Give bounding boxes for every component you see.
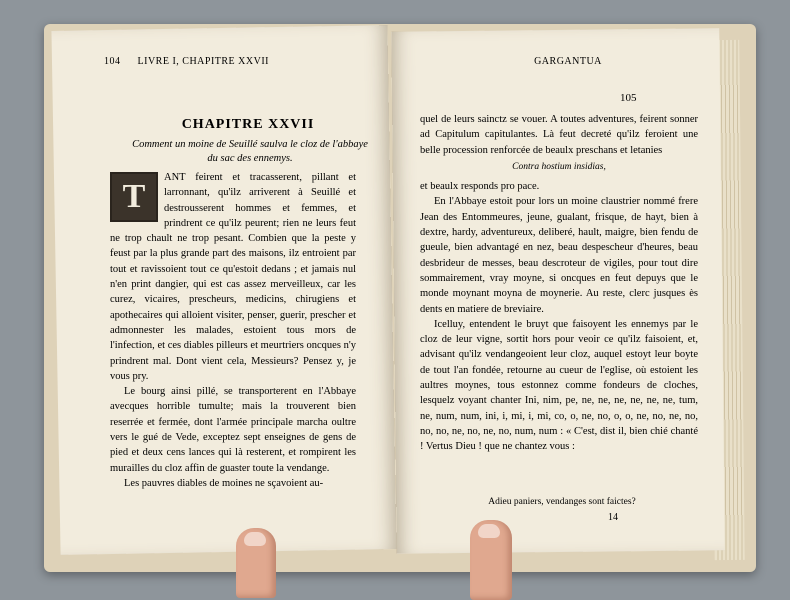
left-thumb (236, 528, 276, 598)
right-running-head: GARGANTUA (534, 56, 602, 67)
right-paragraph: Icelluy, entendent le bruyt que faisoyent les ennemys par le cloz de leur vigne, sortit hors pour veoir ce qu'ilz faisoient, et, advisant qu'ilz vendangeoient leur cloz, auquel estoyt leur boyte de tout l'an fondée, retourne au cueur de l'eglise, où estoient les aultres moynes, tous estonnez comme fondeurs de cloches, lesquelz voyant chanter Ini, nim, pe, ne, ne, ne, ne, ne, ne, tum, ne, num, num, ini, i, mi, i, mi, co, o, ne, no, o, o, ne, no, ne, no, no, no, ne, no, ne, no, num, num : « C'est, dist il, bien chié chanté ! Vertus Dieu ! que ne chantez vous : (420, 318, 698, 453)
left-text-block (110, 170, 356, 491)
signature-mark: 14 (608, 512, 618, 523)
left-page-number: 104 (104, 56, 121, 67)
chapter-title: CHAPITRE XXVII (181, 117, 315, 132)
left-paragraph: Le bourg ainsi pillé, se transporterent en l'Abbaye avecques horrible tumulte; mais la trouverent bien reserrée et fermée, dont l'armée principale marcha oultre vers le gué de Vede, exceptez sept enseignes de gens de pied et deux cens lances qui là resterent, et rompirent les murailles du cloz affin de guaster toute la vendange. (110, 386, 356, 474)
chapter-subtitle: Comment un moine de Seuillé saulva le cloz de l'abbaye du sac des ennemys. (132, 139, 368, 164)
left-paragraph: ANT feirent et tracasserent, pillant et larronnant, qu'ilz arriverent à Seuillé et destrousserent hommes et femmes, et prindrent ce qu'ilz peurent; rien ne leurs feut ne trop chault ne trop pesant. Combien que la peste y feust par la plus grande part des maisons, ilz entroient par tout et ravissoient tout ce qu'estoit dedans ; et jamais nul n'en print dangier, qui est cas assez merveilleux, car les curez, vicaires, prescheurs, medicins, chirugiens et apothecaires qui alloient visiter, penser, guerir, prescher et admonnester les malades, estoient tous mors de l'infection, et ces diables pilleurs et meurtriers oncques n'y prindrent mal. Dont vient cela, Messieurs? Pensez y, je vous pry. (110, 172, 356, 382)
left-running-head (104, 56, 324, 67)
left-paragraph: Les pauvres diables de moines ne sçavoient au- (124, 477, 324, 489)
right-page-number: 105 (620, 92, 637, 104)
right-text-block (420, 112, 698, 455)
right-paragraph: En l'Abbaye estoit pour lors un moine claustrier nommé frere Jean des Entommeures, jeune, gualant, frisque, de hayt, bien à dextre, hardy, adventureux, deliberé, hault, maigre, bien fendu de gueule, bien advantagé en nez, beau despescheur d'heures, beau desbrideur de messes, beau descroteur de vigiles, pour tout dire sommairement, vray moyne, si oncques en feut depuys que le monde moynant moyna de moynerie. Au reste, clerc jusques ès dents en matiere de breviaire. (420, 196, 698, 315)
proverb-line: Adieu paniers, vendanges sont faictes? (488, 497, 636, 507)
right-paragraph: quel de leurs sainctz se vouer. A toutes adventures, feirent sonner ad Capitulum capitulantes. Là feut decreté qu'ilz feroient une belle procession renforcée de beaulx preschans et letanies (420, 114, 698, 156)
drop-cap: T (110, 172, 158, 222)
left-head-title: LIVRE I, CHAPITRE XXVII (137, 56, 269, 67)
right-paragraph: et beaulx responds pro pace. (420, 181, 540, 193)
latin-quote: Contra hostium insidias, (512, 161, 606, 172)
right-thumb (470, 520, 512, 600)
